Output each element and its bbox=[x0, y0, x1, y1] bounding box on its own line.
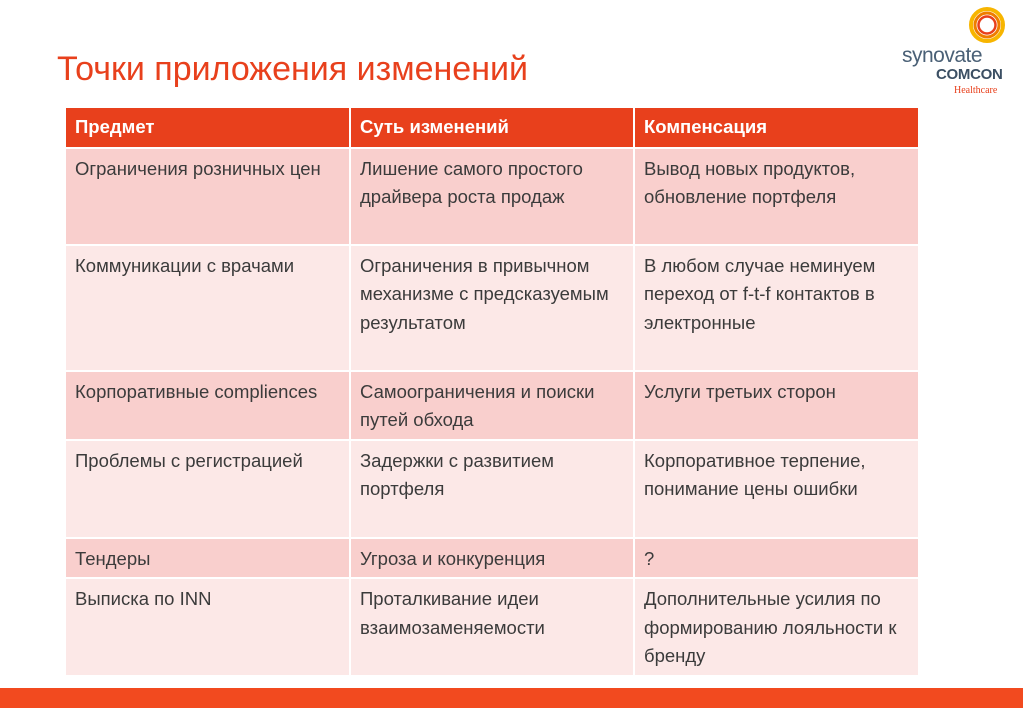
changes-table bbox=[64, 106, 920, 677]
table-cell: Дополнительные усилия по формированию лояльности к бренду bbox=[634, 578, 919, 676]
table-cell: Лишение самого простого драйвера роста продаж bbox=[350, 148, 634, 245]
header-essence: Суть изменений bbox=[350, 107, 634, 148]
table-cell: Ограничения в привычном механизме с предсказуемым результатом bbox=[350, 245, 634, 371]
table-cell: Услуги третьих сторон bbox=[634, 371, 919, 440]
header-subject: Предмет bbox=[65, 107, 350, 148]
table-cell: Коммуникации с врачами bbox=[65, 245, 350, 371]
table-cell: Вывод новых продуктов, обновление портфеля bbox=[634, 148, 919, 245]
table-cell: Ограничения розничных цен bbox=[65, 148, 350, 245]
table-cell: В любом случае неминуем переход от f-t-f контактов в электронные bbox=[634, 245, 919, 371]
table-cell: Выписка по INN bbox=[65, 578, 350, 676]
table-row bbox=[65, 440, 919, 538]
table-row bbox=[65, 538, 919, 579]
table-header-row bbox=[65, 107, 919, 148]
table-cell: Тендеры bbox=[65, 538, 350, 579]
table-row bbox=[65, 371, 919, 440]
header-compensation: Компенсация bbox=[634, 107, 919, 148]
table-row bbox=[65, 245, 919, 371]
table-cell: Задержки с развитием портфеля bbox=[350, 440, 634, 538]
slide-title: Точки приложения изменений bbox=[57, 50, 528, 88]
table-cell: Угроза и конкуренция bbox=[350, 538, 634, 579]
table-cell: ? bbox=[634, 538, 919, 579]
table-cell: Корпоративное терпение, понимание цены ошибки bbox=[634, 440, 919, 538]
logo-comcon-text: COMCON bbox=[936, 66, 1003, 83]
table-cell: Проблемы с регистрацией bbox=[65, 440, 350, 538]
table-row bbox=[65, 148, 919, 245]
logo-healthcare-text: Healthcare bbox=[954, 85, 998, 96]
table-cell: Корпоративные compliences bbox=[65, 371, 350, 440]
logo-synovate-text: synovate bbox=[902, 44, 983, 67]
table-cell: Самоограничения и поиски путей обхода bbox=[350, 371, 634, 440]
table-cell: Проталкивание идеи взаимозаменяемости bbox=[350, 578, 634, 676]
table-row bbox=[65, 578, 919, 676]
bottom-accent-bar bbox=[0, 688, 1023, 708]
